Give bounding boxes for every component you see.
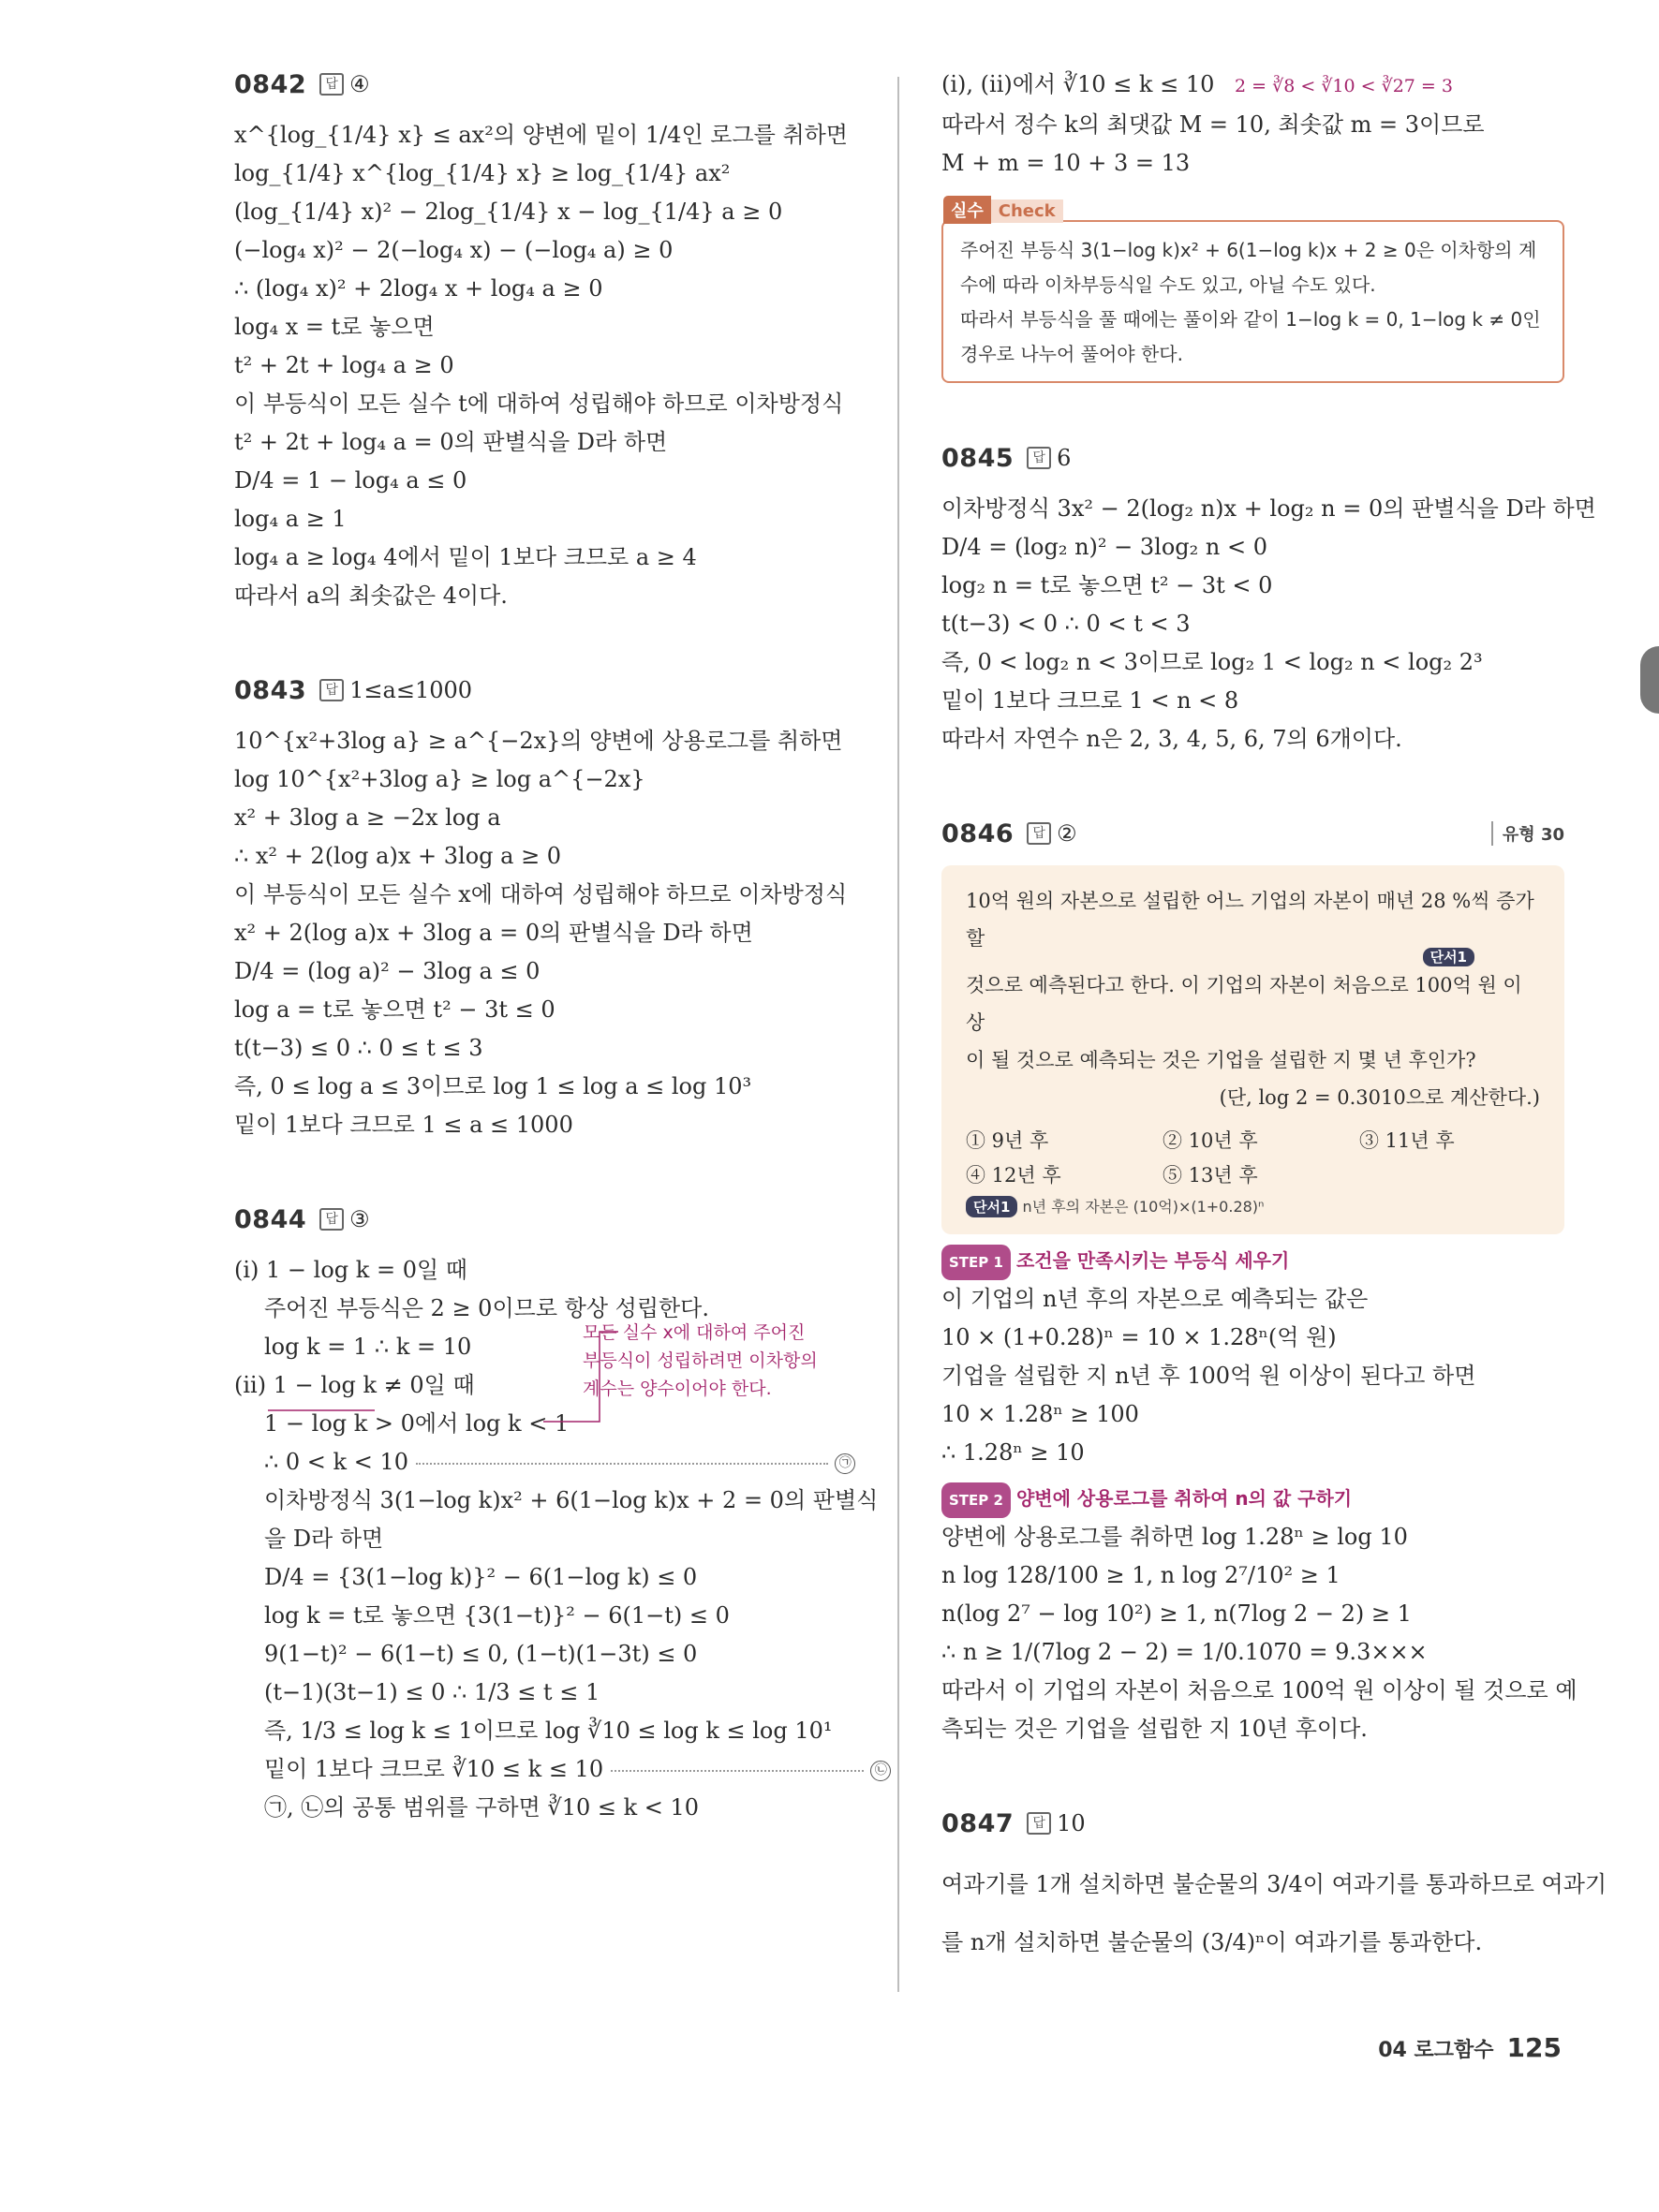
- answer-icon: 답: [1027, 447, 1051, 469]
- solution-line: 10 × 1.28ⁿ ≥ 100: [941, 1401, 1139, 1427]
- solution-line: D/4 = 1 − log₄ a ≤ 0: [234, 467, 467, 494]
- solution-line: x² + 3log a ≥ −2x log a: [234, 804, 501, 831]
- hint-badge: 단서1: [966, 1196, 1017, 1217]
- problem-number: 0845: [941, 443, 1015, 473]
- problem-line: 것으로 예측된다고 한다. 이 기업의 자본이 처음으로 100억 원 이상: [966, 974, 1522, 1034]
- solution-line: 양변에 상용로그를 취하면 log 1.28ⁿ ≥ log 10: [941, 1524, 1408, 1550]
- page-footer: [1378, 2032, 1562, 2063]
- solution-line: (log_{1/4} x)² − 2log_{1/4} x − log_{1/4} a ≥ 0: [234, 199, 783, 225]
- solution-line: log_{1/4} x^{log_{1/4} x} ≥ log_{1/4} ax²: [234, 160, 731, 186]
- solution-line: log k = 1 ∴ k = 10: [264, 1334, 472, 1360]
- solution-line: ∴ n ≥ 1/(7log 2 − 2) = 1/0.1070 = 9.3×××: [941, 1639, 1428, 1665]
- step-title: 조건을 만족시키는 부등식 세우기: [1015, 1249, 1290, 1272]
- solution-0845: [941, 490, 1596, 759]
- solution-line: 이 부등식이 모든 실수 t에 대하여 성립해야 하므로 이차방정식: [234, 391, 844, 417]
- solution-line: t(t−3) < 0 ∴ 0 < t < 3: [941, 611, 1191, 637]
- answer-icon: 답: [319, 679, 344, 701]
- check-tag: [943, 196, 1063, 224]
- solution-line: 즉, 0 ≤ log a ≤ 3이므로 log 1 ≤ log a ≤ log 10³: [234, 1073, 752, 1099]
- solution-line: 이 부등식이 모든 실수 x에 대하여 성립해야 하므로 이차방정식: [234, 881, 848, 907]
- answer-choices: [966, 1124, 1540, 1193]
- check-tag-label: Check: [991, 199, 1063, 223]
- step-badge: STEP 1: [941, 1245, 1011, 1280]
- problem-number: 0842: [234, 69, 307, 99]
- problem-box-0846: [941, 865, 1564, 1234]
- solution-line: 따라서 정수 k의 최댓값 M = 10, 최솟값 m = 3이므로: [941, 111, 1485, 138]
- problem-line: (단, log 2 = 0.3010으로 계산한다.): [1219, 1086, 1540, 1109]
- solution-line: (t−1)(3t−1) ≤ 0 ∴ 1/3 ≤ t ≤ 1: [264, 1679, 600, 1705]
- problem-header-0846: [941, 815, 1564, 852]
- solution-line: 을 D라 하면: [264, 1526, 384, 1552]
- solution-line: log₄ a ≥ 1: [234, 506, 347, 532]
- solution-line: 이 기업의 n년 후의 자본으로 예측되는 값은: [941, 1286, 1369, 1312]
- solution-line: t² + 2t + log₄ a = 0의 판별식을 D라 하면: [234, 429, 668, 455]
- hint-badge: 단서1: [1423, 948, 1474, 966]
- problem-type: 유형 30: [1491, 821, 1564, 846]
- left-column: [234, 66, 887, 1827]
- solution-line: [234, 1750, 887, 1789]
- solution-line: [941, 66, 1564, 106]
- answer-value: ④: [349, 71, 370, 97]
- page-number: 125: [1506, 2032, 1562, 2063]
- answer-icon: 답: [319, 1208, 344, 1231]
- answer-icon: 답: [1027, 822, 1051, 845]
- solution-line: n log 128/100 ≥ 1, n log 2⁷/10² ≥ 1: [941, 1562, 1341, 1588]
- hint-row: [966, 1195, 1540, 1217]
- leader-dots: [611, 1770, 864, 1772]
- choice: ⑤ 13년 후: [1163, 1164, 1258, 1187]
- problem-header-0842: [234, 66, 852, 103]
- solution-line: n(log 2⁷ − log 10²) ≥ 1, n(7log 2 − 2) ≥ 1: [941, 1600, 1412, 1627]
- hint-text: n년 후의 자본은 (10억)×(1+0.28)ⁿ: [1022, 1198, 1265, 1216]
- solution-line: 1 − log k > 0에서 log k < 1: [264, 1410, 570, 1437]
- problem-number: 0843: [234, 675, 307, 705]
- step-title: 양변에 상용로그를 취하여 n의 값 구하기: [1015, 1487, 1353, 1510]
- answer-value: 1≤a≤1000: [349, 677, 473, 703]
- solution-line: x² + 2(log a)x + 3log a = 0의 판별식을 D라 하면: [234, 920, 753, 946]
- column-divider: [897, 77, 899, 1992]
- note-line: 계수는 양수이어야 한다.: [583, 1379, 772, 1399]
- side-note: [583, 1319, 818, 1403]
- right-column: [941, 66, 1607, 1971]
- choice: ③ 11년 후: [1359, 1129, 1455, 1152]
- problem-number: 0847: [941, 1808, 1015, 1838]
- inline-note: 2 = ∛8 < ∛10 < ∛27 = 3: [1235, 76, 1453, 96]
- problem-line: 이 될 것으로 예측되는 것은 기업을 설립한 지 몇 년 후인가?: [966, 1049, 1476, 1071]
- solution-line: 를 n개 설치하면 불순물의 (3/4)ⁿ이 여과기를 통과한다.: [941, 1929, 1483, 1955]
- answer-value: 6: [1057, 445, 1072, 471]
- check-line: 수에 따라 이차부등식일 수도 있고, 아닐 수도 있다.: [960, 273, 1376, 296]
- check-line: 주어진 부등식 3(1−log k)x² + 6(1−log k)x + 2 ≥ 0은 이차항의 계: [960, 239, 1537, 261]
- solution-line: ∴ x² + 2(log a)x + 3log a ≥ 0: [234, 843, 562, 869]
- problem-number: 0846: [941, 818, 1015, 848]
- continuation-0844: [941, 66, 1564, 183]
- solution-line: 밑이 1보다 크므로 1 ≤ a ≤ 1000: [234, 1112, 573, 1138]
- solution-line: 기업을 설립한 지 n년 후 100억 원 이상이 된다고 하면: [941, 1363, 1476, 1389]
- step-1-header: [941, 1244, 1564, 1280]
- note-line: 모든 실수 x에 대하여 주어진: [583, 1322, 806, 1343]
- solution-line: 10^{x²+3log a} ≥ a^{−2x}의 양변에 상용로그를 취하면: [234, 728, 843, 754]
- problem-number: 0844: [234, 1204, 307, 1234]
- mistake-check-box: [941, 201, 1564, 383]
- solution-line: 여과기를 1개 설치하면 불순물의 3/4이 여과기를 통과하므로 여과기: [941, 1871, 1607, 1897]
- circled-marker: ㉠: [835, 1453, 855, 1474]
- answer-value: 10: [1057, 1810, 1086, 1836]
- answer-value: ②: [1057, 820, 1077, 847]
- leader-dots: [416, 1463, 828, 1465]
- problem-line: 10억 원의 자본으로 설립한 어느 기업의 자본이 매년 28 %씩 증가할: [966, 890, 1534, 950]
- solution-line: ∴ (log₄ x)² + 2log₄ x + log₄ a ≥ 0: [234, 275, 603, 302]
- solution-line: log 10^{x²+3log a} ≥ log a^{−2x}: [234, 766, 645, 792]
- answer-icon: 답: [1027, 1812, 1051, 1835]
- solution-text: (i), (ii)에서 ∛10 ≤ k ≤ 10: [941, 71, 1215, 97]
- problem-header-0843: [234, 671, 852, 709]
- solution-line: M + m = 10 + 3 = 13: [941, 150, 1191, 176]
- solution-line: log a = t로 놓으면 t² − 3t ≤ 0: [234, 996, 555, 1023]
- solution-line: 이차방정식 3x² − 2(log₂ n)x + log₂ n = 0의 판별식을 D라 하면: [941, 495, 1596, 522]
- check-line: 따라서 부등식을 풀 때에는 풀이와 같이 1−log k = 0, 1−log k ≠ 0인: [960, 308, 1541, 331]
- circled-marker: ㉡: [870, 1761, 891, 1781]
- check-line: 경우로 나누어 풀어야 한다.: [960, 343, 1183, 365]
- step-2-header: [941, 1482, 1564, 1518]
- solution-line: 따라서 자연수 n은 2, 3, 4, 5, 6, 7의 6개이다.: [941, 726, 1402, 752]
- solution-line: (ii) 1 − log k ≠ 0일 때: [234, 1372, 475, 1398]
- solution-0843: [234, 722, 852, 1144]
- solution-line: 즉, 1/3 ≤ log k ≤ 1이므로 log ∛10 ≤ log k ≤ log 10¹: [264, 1718, 833, 1744]
- solution-line: 따라서 이 기업의 자본이 처음으로 100억 원 이상이 될 것으로 예: [941, 1677, 1578, 1703]
- solution-line: log₂ n = t로 놓으면 t² − 3t < 0: [941, 572, 1273, 598]
- solution-line: log₄ a ≥ log₄ 4에서 밑이 1보다 크므로 a ≥ 4: [234, 544, 697, 570]
- note-line: 부등식이 성립하려면 이차항의: [583, 1350, 818, 1371]
- step-badge: STEP 2: [941, 1482, 1011, 1518]
- chapter-tab: [1640, 646, 1659, 714]
- solution-line: [234, 1443, 852, 1482]
- solution-line: 즉, 0 < log₂ n < 3이므로 log₂ 1 < log₂ n < log₂ 2³: [941, 649, 1483, 675]
- solution-line: 밑이 1보다 크므로 1 < n < 8: [941, 687, 1239, 714]
- chapter-title: 04 로그함수: [1378, 2039, 1494, 2062]
- solution-line: ∴ 1.28ⁿ ≥ 10: [941, 1439, 1085, 1466]
- choice: ② 10년 후: [1163, 1129, 1258, 1152]
- solution-line: 10 × (1+0.28)ⁿ = 10 × 1.28ⁿ(억 원): [941, 1324, 1337, 1350]
- solution-line: ㉠, ㉡의 공통 범위를 구하면 ∛10 ≤ k < 10: [264, 1794, 700, 1821]
- answer-value: ③: [349, 1206, 370, 1232]
- choice: ④ 12년 후: [966, 1164, 1061, 1187]
- note-connector: [262, 1328, 637, 1440]
- solution-0844: [234, 1251, 887, 1827]
- solution-line: D/4 = {3(1−log k)}² − 6(1−log k) ≤ 0: [264, 1564, 698, 1590]
- solution-line: x^{log_{1/4} x} ≤ ax²의 양변에 밑이 1/4인 로그를 취하면: [234, 122, 848, 148]
- problem-header-0844: [234, 1201, 852, 1238]
- solution-line: D/4 = (log₂ n)² − 3log₂ n < 0: [941, 534, 1267, 560]
- solution-line: (i) 1 − log k = 0일 때: [234, 1257, 467, 1283]
- problem-header-0845: [941, 439, 1564, 477]
- solution-line: 이차방정식 3(1−log k)x² + 6(1−log k)x + 2 = 0의 판별식: [264, 1487, 879, 1513]
- solution-line: log k = t로 놓으면 {3(1−t)}² − 6(1−t) ≤ 0: [264, 1602, 730, 1629]
- check-tag-label: 실수: [943, 196, 991, 224]
- choice: ① 9년 후: [966, 1129, 1049, 1152]
- solution-text: 밑이 1보다 크므로 ∛10 ≤ k ≤ 10: [264, 1756, 604, 1782]
- solution-line: 주어진 부등식은 2 ≥ 0이므로 항상 성립한다.: [264, 1295, 709, 1321]
- solution-line: 9(1−t)² − 6(1−t) ≤ 0, (1−t)(1−3t) ≤ 0: [264, 1641, 698, 1667]
- solution-text: ∴ 0 < k < 10: [264, 1449, 408, 1475]
- solution-line: 따라서 a의 최솟값은 4이다.: [234, 582, 508, 609]
- answer-icon: 답: [319, 73, 344, 96]
- hint-badge-row: [966, 948, 1540, 966]
- solution-line: (−log₄ x)² − 2(−log₄ x) − (−log₄ a) ≥ 0: [234, 237, 674, 263]
- solution-line: log₄ x = t로 놓으면: [234, 314, 435, 340]
- solution-line: t(t−3) ≤ 0 ∴ 0 ≤ t ≤ 3: [234, 1035, 483, 1061]
- solution-0842: [234, 116, 852, 615]
- solution-line: 측되는 것은 기업을 설립한 지 10년 후이다.: [941, 1716, 1368, 1742]
- problem-header-0847: [941, 1805, 1564, 1842]
- solution-line: D/4 = (log a)² − 3log a ≤ 0: [234, 958, 541, 984]
- solution-line: t² + 2t + log₄ a ≥ 0: [234, 352, 454, 378]
